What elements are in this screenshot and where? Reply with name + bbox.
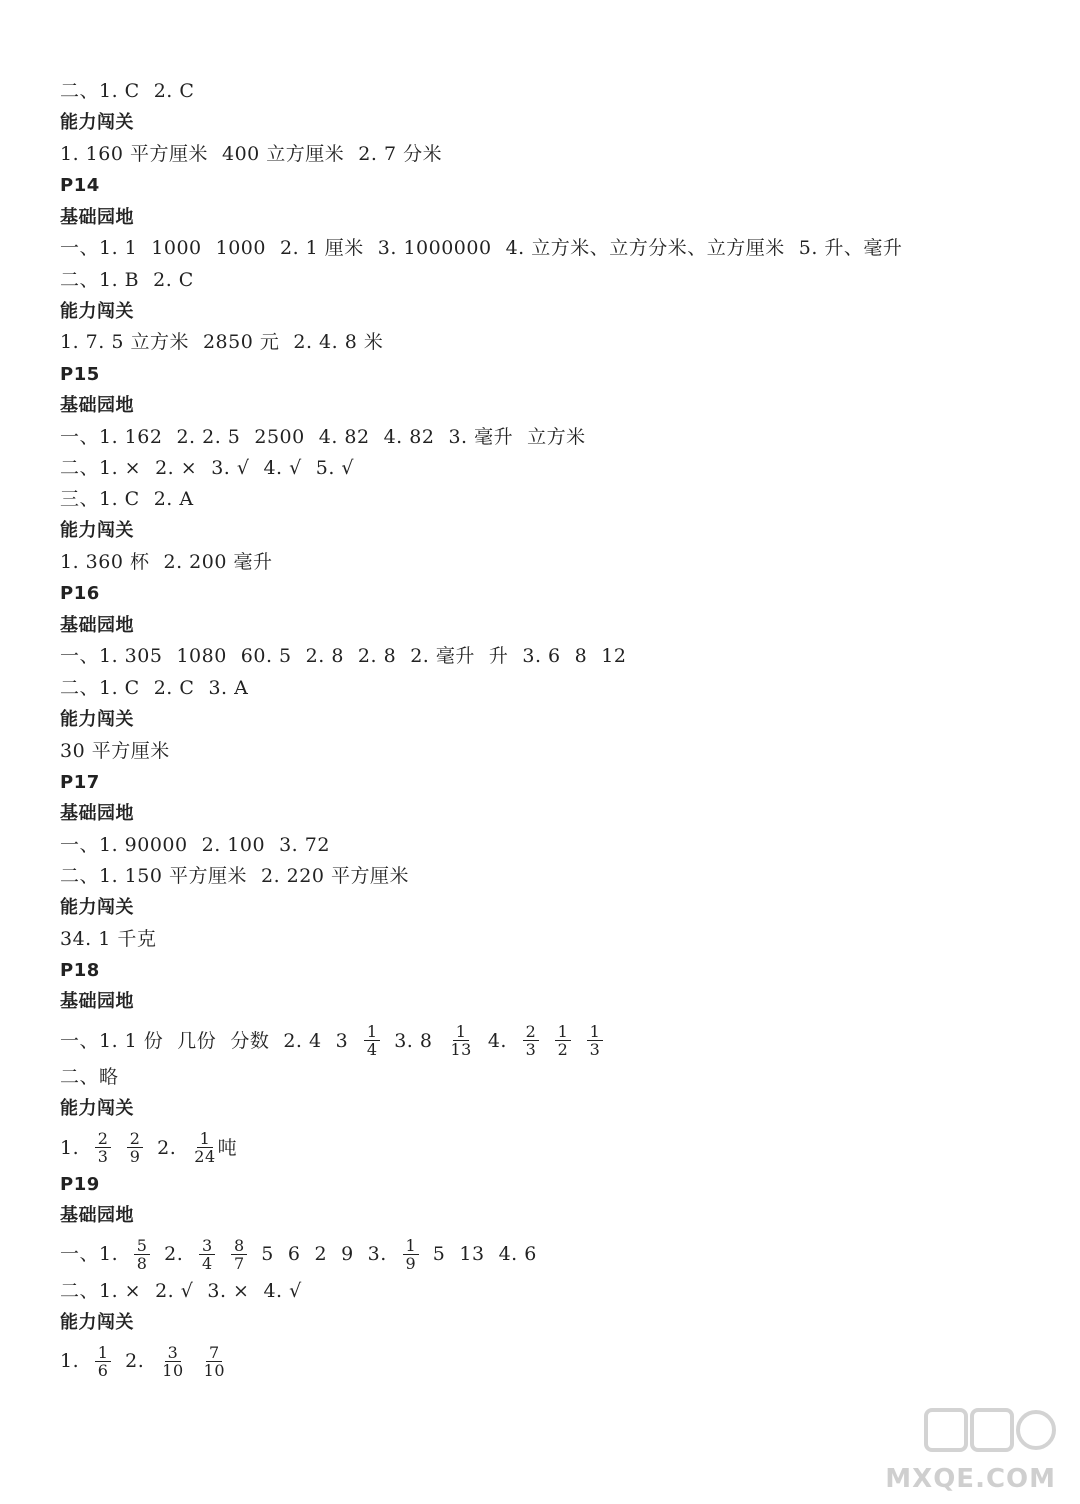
- answer-item: 3.: [367, 1243, 387, 1266]
- answer-item: 一、1. 1: [60, 237, 138, 260]
- watermark-text: MXQE.COM: [885, 1464, 1056, 1494]
- answer-item: 4.: [487, 1029, 507, 1052]
- answer-item: 12: [601, 645, 627, 668]
- answer-line: [60, 735, 1040, 766]
- fraction: [160, 1344, 185, 1379]
- fraction-denominator: 4: [201, 1253, 213, 1273]
- answer-item: 3. ×: [207, 1279, 250, 1302]
- answer-item: 3. 6: [522, 645, 561, 668]
- fraction-denominator: 7: [233, 1253, 245, 1273]
- answer-item: 3. 1000000: [377, 237, 492, 260]
- answer-line-fractions: [60, 1338, 1040, 1382]
- fraction-denominator: 3: [525, 1040, 537, 1060]
- answer-item: 2: [314, 1243, 328, 1266]
- answer-item: 60. 5: [240, 645, 292, 668]
- section-heading: 基础园地: [60, 802, 134, 824]
- answer-line-fractions: [60, 1018, 1040, 1062]
- page-number-heading: P14: [60, 175, 100, 197]
- fraction: [555, 1023, 571, 1058]
- section-heading: 能力闯关: [60, 708, 134, 730]
- fraction: [95, 1130, 111, 1165]
- fraction-numerator: 2: [127, 1130, 143, 1148]
- section-heading: 能力闯关: [60, 897, 134, 919]
- answer-item: 一、1. 305: [60, 645, 163, 668]
- fraction-denominator: 10: [162, 1360, 184, 1380]
- answer-item: 2. 2. 5: [176, 425, 241, 448]
- section-heading: 能力闯关: [60, 112, 134, 134]
- answer-item: 1.: [60, 1136, 80, 1159]
- section-heading: 能力闯关: [60, 1098, 134, 1120]
- answer-item: 2850 元: [202, 331, 280, 354]
- section-heading: 基础园地: [60, 1204, 134, 1226]
- fraction: [134, 1237, 150, 1272]
- answer-item: 5. 升、毫升: [798, 237, 903, 260]
- answer-item: 二、1. ×: [60, 456, 142, 479]
- answer-line: [60, 547, 1040, 578]
- answer-item: 2. 220 平方厘米: [260, 865, 409, 888]
- site-watermark: [856, 1404, 1056, 1494]
- fraction: [364, 1023, 380, 1058]
- answer-item: 2. ×: [155, 456, 198, 479]
- section-heading: 基础园地: [60, 394, 134, 416]
- answer-item: 4. √: [263, 1279, 302, 1302]
- answer-item: 1080: [176, 645, 227, 668]
- answer-item: 2. 毫升: [410, 645, 475, 668]
- fraction-numerator: 1: [364, 1023, 380, 1041]
- answer-item: 3: [335, 1029, 349, 1052]
- answer-item: 8: [574, 645, 588, 668]
- answer-item: 二、1. 150 平方厘米: [60, 865, 247, 888]
- answer-item: 2. 1 厘米: [279, 237, 364, 260]
- answer-line: [60, 861, 1040, 892]
- answer-line: [60, 829, 1040, 860]
- fraction-numerator: 1: [95, 1344, 111, 1362]
- answer-item: 3. A: [208, 676, 249, 699]
- fraction-numerator: 1: [403, 1237, 419, 1255]
- answer-line: [60, 327, 1040, 358]
- answer-line-fractions: [60, 1125, 1040, 1169]
- watermark-logo-icon: [856, 1404, 1056, 1464]
- section-heading: 能力闯关: [60, 1311, 134, 1333]
- answer-item: 5: [432, 1243, 446, 1266]
- answer-line: [60, 453, 1040, 484]
- page-number-heading: P15: [60, 363, 100, 385]
- answer-item: 2. 4: [283, 1029, 322, 1052]
- answer-item: 3. 8: [394, 1029, 433, 1052]
- fraction-denominator: 9: [129, 1147, 141, 1166]
- fraction: [523, 1023, 539, 1058]
- page-number-heading: P17: [60, 771, 100, 793]
- fraction-numerator: 1: [197, 1130, 213, 1148]
- answer-item: 二、略: [60, 1066, 119, 1089]
- answer-item: 2. √: [155, 1279, 194, 1302]
- answer-item: 9: [341, 1243, 354, 1266]
- fraction-denominator: 3: [97, 1147, 109, 1166]
- answer-item: 1000: [215, 237, 266, 260]
- answer-item: 1000: [151, 237, 202, 260]
- page-number-heading: P18: [60, 959, 100, 981]
- answer-item: 3. 72: [279, 833, 330, 856]
- answer-item: 6: [287, 1243, 301, 1266]
- answer-item: 30 平方厘米: [60, 739, 170, 762]
- fraction-numerator: 1: [555, 1023, 571, 1041]
- section-heading: 能力闯关: [60, 300, 134, 322]
- answer-line: [60, 264, 1040, 295]
- answer-line-fractions: [60, 1231, 1040, 1275]
- answer-key-page: [60, 76, 1040, 1382]
- unit-label: 吨: [217, 1136, 238, 1159]
- answer-item: 1. 7. 5 立方米: [60, 331, 189, 354]
- section-heading: 能力闯关: [60, 520, 134, 542]
- fraction-denominator: 4: [366, 1040, 378, 1060]
- fraction-denominator: 2: [557, 1040, 569, 1060]
- answer-item: 2500: [254, 425, 305, 448]
- fraction-denominator: 8: [136, 1253, 148, 1273]
- answer-item: 一、1. 90000: [60, 833, 188, 856]
- answer-item: 一、1. 1 份: [60, 1029, 164, 1052]
- answer-item: 3. 毫升: [448, 425, 514, 448]
- fraction: [202, 1344, 227, 1379]
- answer-line: [60, 672, 1040, 703]
- answer-item: 1. 360 杯: [60, 551, 150, 574]
- answer-item: 5. √: [315, 456, 355, 479]
- fraction-numerator: 8: [231, 1237, 247, 1255]
- answer-item: 2. 8: [305, 645, 344, 668]
- answer-item: 2.: [157, 1136, 177, 1159]
- answer-item: 4. √: [263, 456, 302, 479]
- answer-item: 2. 200 毫升: [163, 551, 273, 574]
- answer-item: 立方米: [527, 425, 586, 448]
- answer-item: 2. 4. 8 米: [293, 331, 384, 354]
- answer-item: 2.: [125, 1350, 145, 1373]
- fraction-numerator: 5: [134, 1237, 150, 1255]
- answer-item: 5: [261, 1243, 274, 1266]
- answer-item: 2. 8: [357, 645, 397, 668]
- section-heading: 基础园地: [60, 614, 134, 636]
- answer-item: 2. 7 分米: [358, 143, 443, 166]
- fraction-numerator: 1: [587, 1023, 603, 1041]
- fraction-numerator: 2: [523, 1023, 539, 1041]
- answer-item: 13: [459, 1243, 485, 1266]
- answer-item: 一、1. 162: [60, 425, 163, 448]
- answer-item: 二、1. B: [60, 268, 140, 291]
- fraction: [95, 1344, 111, 1379]
- answer-item: 分数: [230, 1029, 270, 1052]
- fraction: [448, 1023, 473, 1058]
- answer-item: 二、1. ×: [60, 1279, 142, 1302]
- answer-line: [60, 421, 1040, 452]
- answer-item: 4. 立方米、立方分米、立方厘米: [505, 237, 785, 260]
- fraction-numerator: 3: [199, 1237, 215, 1255]
- answer-item: 2. C: [153, 268, 194, 291]
- answer-line: [60, 233, 1040, 264]
- answer-item: 34. 1 千克: [60, 927, 157, 950]
- answer-item: 2. 100: [201, 833, 266, 856]
- answer-line: [60, 641, 1040, 672]
- answer-item: 4. 82: [318, 425, 370, 448]
- answer-item: 2. A: [153, 488, 194, 511]
- answer-item: 400 立方厘米: [221, 143, 345, 166]
- answer-item: 1. 160 平方厘米: [60, 143, 208, 166]
- answer-line: [60, 1275, 1040, 1306]
- fraction-denominator: 10: [203, 1360, 225, 1380]
- answer-item: 3. √: [211, 456, 250, 479]
- answer-line: [60, 924, 1040, 955]
- answer-line: [60, 76, 1040, 107]
- fraction-numerator: 2: [95, 1130, 111, 1148]
- page-number-heading: P19: [60, 1173, 100, 1195]
- fraction-numerator: 1: [453, 1023, 469, 1041]
- page-number-heading: P16: [60, 583, 100, 605]
- answer-item: 升: [488, 645, 509, 668]
- fraction-numerator: 3: [165, 1344, 181, 1362]
- answer-item: 2. C: [153, 676, 195, 699]
- answer-item: 2. C: [153, 80, 195, 103]
- answer-item: 一、1.: [60, 1243, 119, 1266]
- fraction-denominator: 3: [589, 1040, 601, 1060]
- answer-item: 二、1. C: [60, 676, 140, 699]
- fraction: [127, 1130, 143, 1165]
- answer-item: 4. 82: [383, 425, 435, 448]
- fraction-denominator: 9: [405, 1253, 417, 1273]
- fraction-denominator: 13: [450, 1040, 472, 1060]
- section-heading: 基础园地: [60, 206, 134, 228]
- answer-item: 几份: [177, 1029, 217, 1052]
- fraction: [192, 1130, 217, 1165]
- fraction: [587, 1023, 603, 1058]
- fraction: [231, 1237, 247, 1272]
- fraction-numerator: 7: [206, 1344, 222, 1362]
- fraction-denominator: 6: [97, 1360, 109, 1380]
- fraction-denominator: 24: [194, 1147, 216, 1166]
- answer-item: 2.: [164, 1243, 184, 1266]
- answer-line: [60, 1062, 1040, 1093]
- answer-item: 1.: [60, 1350, 80, 1373]
- answer-line: [60, 139, 1040, 170]
- section-heading: 基础园地: [60, 991, 134, 1013]
- answer-line: [60, 484, 1040, 515]
- answer-item: 4. 6: [498, 1243, 537, 1266]
- answer-item: 二、1. C: [60, 80, 140, 103]
- fraction: [199, 1237, 215, 1272]
- fraction: [403, 1237, 419, 1272]
- answer-item: 三、1. C: [60, 488, 140, 511]
